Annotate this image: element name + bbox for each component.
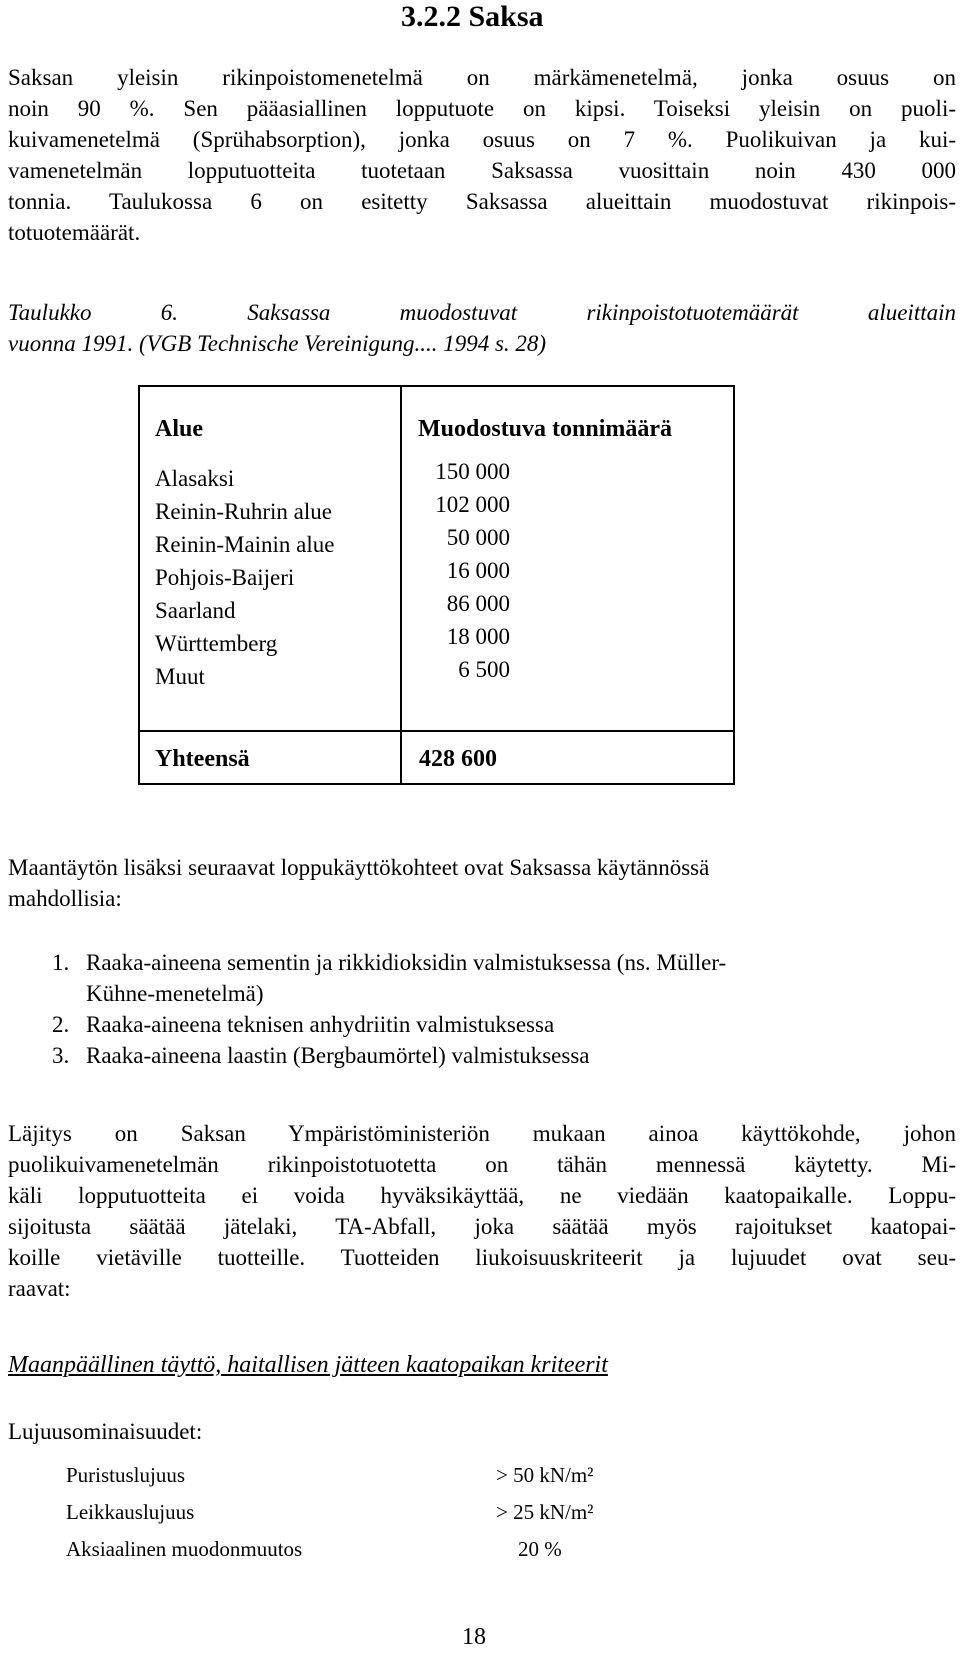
text-line: koille vietäville tuotteille. Tuotteiden liukoisuuskriteerit ja lujuudet ovat seu- xyxy=(8,1245,956,1270)
table-cell-amount: 102 000 xyxy=(435,492,510,517)
text-line: Saksan yleisin rikinpoistomenetelmä on märkämenetelmä, jonka osuus on xyxy=(8,65,956,90)
text-line: Maantäytön lisäksi seuraavat loppukäyttökohteet ovat Saksassa käytännössä xyxy=(8,855,710,880)
text-line: raavat: xyxy=(8,1276,71,1301)
text-line: Läjitys on Saksan Ympäristöministeriön mukaan ainoa käyttökohde, johon xyxy=(8,1121,956,1146)
list-item xyxy=(52,1009,726,1040)
caption-line: Taulukko 6. Saksassa muodostuvat rikinpoistotuotemäärät alueittain xyxy=(8,300,956,325)
list-item-number: 3. xyxy=(52,1043,70,1068)
text-line: kuivamenetelmä (Sprühabsorption), jonka osuus on 7 %. Puolikuivan ja kui- xyxy=(8,127,956,152)
property-name: Aksiaalinen muodonmuutos xyxy=(66,1537,303,1561)
list-item xyxy=(52,947,726,1009)
table-area-column xyxy=(155,462,335,693)
table-total-column-divider xyxy=(400,730,402,785)
table-column-divider xyxy=(400,385,402,730)
table-cell-amount: 6 500 xyxy=(458,657,510,682)
list-item-text: Raaka-aineena teknisen anhydriitin valmistuksessa xyxy=(86,1012,555,1037)
text-line: puolikuivamenetelmän rikinpoistotuotetta on tähän mennessä käytetty. Mi- xyxy=(8,1152,956,1177)
text-line: sijoitusta säätää jätelaki, TA-Abfall, joka säätää myös rajoitukset kaatopai- xyxy=(8,1214,956,1239)
text-line: tonnia. Taulukossa 6 on esitetty Saksassa alueittain muodostuvat rikinpois- xyxy=(8,189,956,214)
list-item-number: 1. xyxy=(52,950,70,975)
text-line: vamenetelmän lopputuotteita tuotetaan Saksassa vuosittain noin 430 000 xyxy=(8,158,956,183)
table-cell-amount: 18 000 xyxy=(446,624,510,649)
caption-line: vuonna 1991. (VGB Technische Vereinigung.... 1994 s. 28) xyxy=(8,331,547,356)
table-cell-area: Pohjois-Baijeri xyxy=(155,565,295,590)
text-line: mahdollisia: xyxy=(8,886,122,911)
strength-title: Lujuusominaisuudet: xyxy=(8,1419,203,1444)
table-cell-area: Württemberg xyxy=(155,631,278,656)
disposal-paragraph xyxy=(8,1118,956,1304)
list-item-text: Kühne-menetelmä) xyxy=(86,981,264,1006)
table-total-divider xyxy=(138,730,735,732)
table-cell-area: Alasaksi xyxy=(155,466,235,491)
table-cell-amount: 16 000 xyxy=(446,558,510,583)
list-item-number: 2. xyxy=(52,1012,70,1037)
criteria-title: Maanpäällinen täyttö, haitallisen jätteen kaatopaikan kriteerit xyxy=(8,1352,608,1378)
table-total-label: Yhteensä xyxy=(155,746,250,772)
property-name: Puristuslujuus xyxy=(66,1463,186,1487)
page-number: 18 xyxy=(462,1624,486,1650)
table-header-area: Alue xyxy=(155,416,203,442)
list-item-text: Raaka-aineena laastin (Bergbaumörtel) valmistuksessa xyxy=(86,1043,590,1068)
property-name: Leikkauslujuus xyxy=(66,1500,195,1524)
intro-paragraph xyxy=(8,62,956,248)
section-heading: 3.2.2 Saksa xyxy=(401,0,544,33)
text-line: noin 90 %. Sen pääasiallinen lopputuote on kipsi. Toiseksi yleisin on puoli- xyxy=(8,96,956,121)
table-header-amount: Muodostuva tonnimäärä xyxy=(418,416,673,442)
list-item-text: Raaka-aineena sementin ja rikkidioksidin valmistuksessa (ns. Müller- xyxy=(86,950,727,975)
uses-intro-paragraph xyxy=(8,852,956,914)
table-cell-amount: 150 000 xyxy=(435,459,510,484)
table-cell-area: Muut xyxy=(155,664,205,689)
end-use-list xyxy=(52,947,726,1071)
table-cell-area: Saarland xyxy=(155,598,236,623)
table-cell-area: Reinin-Mainin alue xyxy=(155,532,335,557)
table-amount-column xyxy=(410,455,510,686)
table-caption xyxy=(8,297,956,359)
property-value: > 25 kN/m² xyxy=(496,1500,594,1524)
table-total-value: 428 600 xyxy=(419,746,497,772)
property-value: 20 % xyxy=(518,1537,562,1561)
table-cell-amount: 86 000 xyxy=(446,591,510,616)
text-line: totuotemäärät. xyxy=(8,220,141,245)
table-cell-area: Reinin-Ruhrin alue xyxy=(155,499,332,524)
table-cell-amount: 50 000 xyxy=(446,525,510,550)
list-item xyxy=(52,1040,726,1071)
property-value: > 50 kN/m² xyxy=(496,1463,594,1487)
text-line: käli lopputuotteita ei voida hyväksikäyttää, ne viedään kaatopaikalle. Loppu- xyxy=(8,1183,956,1208)
